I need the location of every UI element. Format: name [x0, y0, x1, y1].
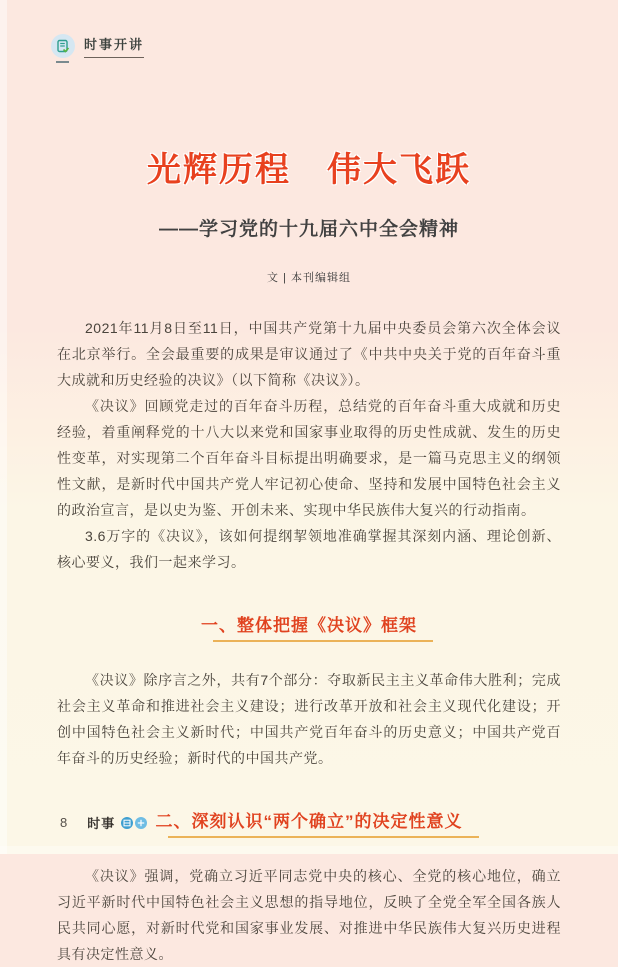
article-byline: 文 | 本刊编辑组: [267, 271, 351, 284]
article-body: [57, 315, 561, 967]
article-title: 光辉历程 伟大飞跃: [147, 151, 471, 189]
paragraph: 《决议》除序言之外，共有7个部分：夺取新民主主义革命伟大胜利；完成社会主义革命和推进社会主义建设；进行改革开放和社会主义现代化建设；开创中国特色社会主义新时代；中国共产党百年奋斗的历史意义；中国共产党百年奋斗的历史经验；新时代的中国共产党。: [57, 671, 561, 766]
column-header: [51, 34, 561, 58]
lecture-badge-icon: [51, 34, 75, 58]
magazine-logo-dot-1-icon: [121, 817, 133, 829]
section-heading-2: 二、深刻认识“两个确立”的决定性意义: [57, 807, 561, 835]
magazine-name: 时事: [87, 816, 116, 831]
magazine-logo: [121, 817, 147, 829]
paragraph: 《决议》强调，党确立习近平同志党中央的核心、全党的核心地位，确立习近平新时代中国特色社会主义思想的指导地位，反映了全党全军全国各族人民共同心愿，对新时代党和国家事业发展、对推进中华民族伟大复兴历史进程具有决定性意义。: [57, 867, 561, 962]
page-footer: [60, 813, 147, 832]
column-label: 时事开讲: [84, 34, 144, 58]
paragraph: 3.6万字的《决议》，该如何提纲挈领地准确掌握其深刻内涵、理论创新、核心要义，我们一起来学习。: [57, 527, 561, 570]
article-subtitle: ——学习党的十九届六中全会精神: [158, 218, 459, 240]
section-heading-1: 一、整体把握《决议》框架: [57, 611, 561, 639]
paragraph: 2021年11月8日至11日，中国共产党第十九届中央委员会第六次全体会议在北京举行。全会最重要的成果是审议通过了《中共中央关于党的百年奋斗重大成就和历史经验的决议》（以下简称《决议》）。: [57, 319, 561, 388]
paragraph: 《决议》回顾党走过的百年奋斗历程，总结党的百年奋斗重大成就和历史经验，着重阐释党的十八大以来党和国家事业取得的历史性成就、发生的历史性变革，对实现第二个百年奋斗目标提出明确要求，是一篇马克思主义的纲领性文献，是新时代中国共产党人牢记初心使命、坚持和发展中国特色社会主义的政治宣言，是以史为鉴、开创未来、实现中华民族伟大复兴的行动指南。: [57, 397, 561, 518]
magazine-logo-dot-2-icon: [135, 817, 147, 829]
page-number: 8: [60, 815, 68, 830]
